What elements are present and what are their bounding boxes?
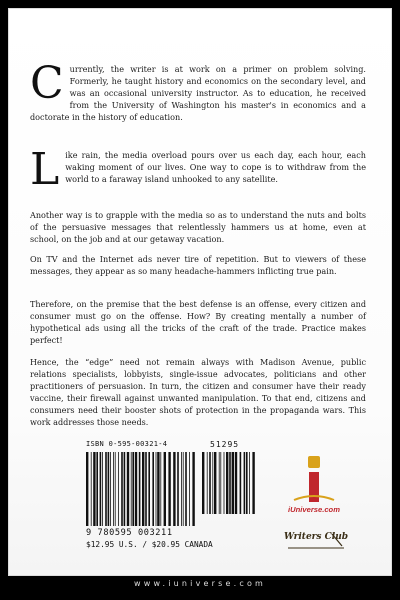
- author-bio-paragraph: [30, 58, 366, 124]
- barcode-bar: [142, 452, 144, 526]
- barcode-bar: [202, 452, 204, 514]
- ean-digits: 9 780595 003211: [86, 528, 173, 538]
- publisher-url: www.iuniverse.com: [133, 579, 267, 588]
- barcode-bar: [100, 452, 102, 526]
- barcode-bar: [93, 452, 95, 526]
- barcode-bar: [207, 452, 208, 514]
- paragraph-offense: Therefore, on the premise that the best defense is an offense, every citizen and consumer must go on the offense. How? By creating mentally a number of hypothetical ads using all the tricks of the craft of the trade. Practice makes perfect!: [30, 299, 366, 345]
- barcode-bar: [132, 452, 134, 526]
- barcode-bar: [148, 452, 150, 526]
- barcode-bar: [115, 452, 116, 526]
- barcode-bar: [244, 452, 246, 514]
- barcode-bar: [86, 452, 88, 526]
- barcode-bar: [226, 452, 228, 514]
- paragraph-edge: Hence, the “edge” need not remain always with Madison Avenue, public relations specialists, lobbyists, single-issue advocates, politicians and other practitioners of persuasion. In turn, the citizen and consumer have their ready vaccine, their firewall against unwanted manipulation. To that end, citizens and consumers need their booster shots of protection in the propaganda wars. This work addresses those needs.: [30, 357, 366, 427]
- barcode-bar: [102, 452, 103, 526]
- barcode-bar: [121, 452, 123, 526]
- barcode-bar: [181, 452, 182, 526]
- barcode-bar: [135, 452, 137, 526]
- barcode-bar: [235, 452, 237, 514]
- publisher-logo-text: iUniverse.com: [288, 505, 340, 514]
- barcode-bar: [108, 452, 110, 526]
- barcode-bar: [127, 452, 129, 526]
- paragraph-grapple: Another way is to grapple with the media so as to understand the nuts and bolts of the persuasive messages that relentlessly hammers us at home, even at school, on the job and at our getaway vacation.: [30, 210, 366, 244]
- barcode-bar: [113, 452, 114, 526]
- author-bio-text: urrently, the writer is at work on a primer on problem solving. Formerly, he taught history and economics on the secondary level, and was an occasional university instructor. As to education, he received from the University of Washington his master's in economics and a doctorate in the history of education.: [30, 64, 366, 122]
- barcode-bar: [232, 452, 234, 514]
- barcode-bar: [189, 452, 190, 526]
- ean-barcode: [86, 452, 196, 530]
- barcode-bar: [96, 452, 98, 526]
- intro-paragraph: [30, 144, 366, 195]
- barcode-bar: [249, 452, 250, 514]
- addon-barcode: [202, 452, 256, 514]
- barcode-bar: [214, 452, 216, 514]
- barcode-bar: [91, 452, 92, 526]
- barcode-bar: [164, 452, 166, 526]
- barcode-bar: [110, 452, 111, 526]
- barcode-bar: [192, 452, 194, 526]
- barcode-bar: [185, 452, 187, 526]
- barcode-bar: [212, 452, 213, 514]
- barcode-bar: [139, 452, 141, 526]
- barcode-bar: [105, 452, 107, 526]
- barcode-bar: [156, 452, 157, 526]
- drop-cap-l: L: [30, 144, 60, 195]
- barcode-bar: [157, 452, 159, 526]
- barcode-bar: [177, 452, 179, 526]
- barcode-bar: [240, 452, 242, 514]
- barcode-addon-digits: 51295: [210, 440, 240, 449]
- barcode-bar: [229, 452, 231, 514]
- drop-cap-c: C: [30, 58, 64, 109]
- barcode-bar: [224, 452, 225, 514]
- imprint-logo-text: Writers Club: [283, 532, 349, 542]
- barcode-bar: [220, 452, 221, 514]
- barcode-bar: [152, 452, 154, 526]
- barcode-bar: [131, 452, 132, 526]
- barcode-bar: [145, 452, 147, 526]
- barcode-bar: [246, 452, 248, 514]
- paragraph-tv-internet: On TV and the Internet ads never tire of repetition. But to viewers of these messages, they appear as so many headache-hammers inflicting true pain.: [30, 254, 366, 276]
- barcode-bar: [183, 452, 184, 526]
- barcode-bar: [160, 452, 161, 526]
- barcode-bar: [219, 452, 220, 514]
- barcode-bar: [168, 452, 170, 526]
- iuniverse-logo-icon: [288, 452, 340, 508]
- isbn-label: ISBN 0-595-00321-4: [86, 440, 168, 448]
- barcode-bar: [252, 452, 254, 514]
- intro-text: ike rain, the media overload pours over us each day, each hour, each waking moment of our lives. One way to cope is to withdraw from the world to a faraway island unhooked to any satellite.: [65, 150, 366, 184]
- price-text: $12.95 U.S. / $20.95 CANADA: [86, 540, 213, 549]
- barcode-bar: [118, 452, 119, 526]
- barcode-bar: [173, 452, 175, 526]
- barcode-bar: [124, 452, 126, 526]
- barcode-bar: [209, 452, 211, 514]
